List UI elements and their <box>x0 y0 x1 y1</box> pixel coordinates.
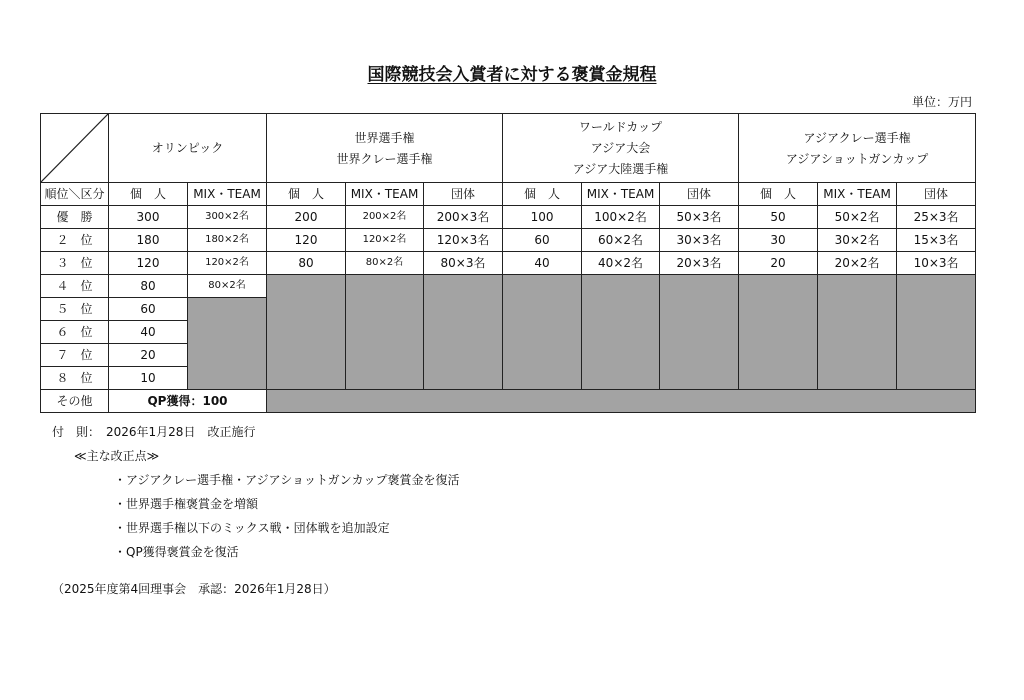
rank-cell: ２ 位 <box>41 229 109 252</box>
empty-cell <box>503 275 582 390</box>
approval-line: （2025年度第4回理事会 承認：2026年1月28日） <box>52 582 336 596</box>
value-cell: 40 <box>109 321 188 344</box>
group-worldcup-line: アジア大会 <box>590 141 651 155</box>
value-cell: 60 <box>503 229 582 252</box>
group-worldcup-line: ワールドカップ <box>578 120 663 134</box>
group-worldcup <box>503 114 739 183</box>
empty-cell <box>818 275 897 390</box>
col-individual: 個 人 <box>109 183 188 206</box>
empty-cell <box>897 275 976 390</box>
rank-cell: 優 勝 <box>41 206 109 229</box>
col-team: 団体 <box>897 183 976 206</box>
empty-cell <box>424 275 503 390</box>
empty-cell <box>188 298 267 390</box>
group-world <box>267 114 503 183</box>
value-cell: 200 <box>267 206 346 229</box>
value-cell: 20×3名 <box>660 252 739 275</box>
subheader-row <box>41 183 976 206</box>
value-cell: 100×2名 <box>582 206 660 229</box>
group-world-line: 世界クレー選手権 <box>336 151 433 166</box>
group-worldcup-line: アジア大陸選手権 <box>572 162 669 176</box>
col-individual: 個 人 <box>739 183 818 206</box>
group-asia-line: アジアショットガンカップ <box>785 151 929 166</box>
col-mix-team: MIX・TEAM <box>818 183 897 206</box>
col-mix-team: MIX・TEAM <box>582 183 660 206</box>
diagonal-corner-cell <box>41 114 109 183</box>
reward-table <box>40 113 976 413</box>
value-cell: 40 <box>503 252 582 275</box>
value-cell: 80 <box>109 275 188 298</box>
value-cell: 120×2名 <box>346 229 424 252</box>
value-cell: 80 <box>267 252 346 275</box>
value-cell: 20×2名 <box>818 252 897 275</box>
value-cell: 180×2名 <box>188 229 267 252</box>
value-cell: 50 <box>739 206 818 229</box>
value-cell: 10 <box>109 367 188 390</box>
value-cell: 25×3名 <box>897 206 976 229</box>
empty-cell <box>660 275 739 390</box>
rank-cell: その他 <box>41 390 109 413</box>
rank-cell: ３ 位 <box>41 252 109 275</box>
notes-section <box>52 420 459 564</box>
group-asia-line: アジアクレー選手権 <box>803 130 911 145</box>
col-team: 団体 <box>660 183 739 206</box>
group-world-line: 世界選手権 <box>354 130 415 145</box>
empty-cell <box>582 275 660 390</box>
value-cell: 60 <box>109 298 188 321</box>
diagonal-line <box>41 114 108 182</box>
value-cell: 50×3名 <box>660 206 739 229</box>
value-cell: 15×3名 <box>897 229 976 252</box>
value-cell: 180 <box>109 229 188 252</box>
col-mix-team: MIX・TEAM <box>346 183 424 206</box>
value-cell: 30×2名 <box>818 229 897 252</box>
group-asia <box>739 114 976 183</box>
value-cell: 120×3名 <box>424 229 503 252</box>
col-individual: 個 人 <box>503 183 582 206</box>
changes-heading: ≪主な改正点≫ <box>74 449 160 463</box>
value-cell: 300×2名 <box>188 206 267 229</box>
table-row <box>41 275 976 298</box>
rank-cell: ４ 位 <box>41 275 109 298</box>
table-row <box>41 229 976 252</box>
empty-cell <box>267 275 346 390</box>
value-cell: 30 <box>739 229 818 252</box>
change-item: ・アジアクレー選手権・アジアショットガンカップ褒賞金を復活 <box>114 473 460 487</box>
value-cell: 120 <box>109 252 188 275</box>
col-individual: 個 人 <box>267 183 346 206</box>
supplement-line: 付 則： 2026年1月28日 改正施行 <box>52 425 256 439</box>
col-mix-team: MIX・TEAM <box>188 183 267 206</box>
value-cell: 200×2名 <box>346 206 424 229</box>
change-item: ・世界選手権以下のミックス戦・団体戦を追加設定 <box>114 521 390 535</box>
rank-header: 順位＼区分 <box>41 183 109 206</box>
empty-cell <box>267 390 976 413</box>
rank-cell: ５ 位 <box>41 298 109 321</box>
value-cell: 120 <box>267 229 346 252</box>
change-item: ・QP獲得褒賞金を復活 <box>114 545 239 559</box>
value-cell: 20 <box>109 344 188 367</box>
value-cell: 10×3名 <box>897 252 976 275</box>
value-cell: 100 <box>503 206 582 229</box>
value-cell: 50×2名 <box>818 206 897 229</box>
other-row <box>41 390 976 413</box>
group-olympic: オリンピック <box>109 114 267 183</box>
group-header-row <box>41 114 976 183</box>
value-cell: 300 <box>109 206 188 229</box>
empty-cell <box>739 275 818 390</box>
empty-cell <box>346 275 424 390</box>
rank-cell: ７ 位 <box>41 344 109 367</box>
value-cell: 20 <box>739 252 818 275</box>
table-row <box>41 206 976 229</box>
unit-label: 単位：万円 <box>911 95 972 109</box>
change-item: ・世界選手権褒賞金を増額 <box>114 497 259 511</box>
rank-cell: ８ 位 <box>41 367 109 390</box>
qp-value-cell: QP獲得：100 <box>109 390 267 413</box>
value-cell: 40×2名 <box>582 252 660 275</box>
value-cell: 200×3名 <box>424 206 503 229</box>
rank-cell: ６ 位 <box>41 321 109 344</box>
table-row <box>41 252 976 275</box>
col-team: 団体 <box>424 183 503 206</box>
document-title: 国際競技会入賞者に対する褒賞金規程 <box>367 65 657 85</box>
value-cell: 30×3名 <box>660 229 739 252</box>
value-cell: 80×2名 <box>188 275 267 298</box>
value-cell: 80×3名 <box>424 252 503 275</box>
value-cell: 120×2名 <box>188 252 267 275</box>
value-cell: 80×2名 <box>346 252 424 275</box>
value-cell: 60×2名 <box>582 229 660 252</box>
